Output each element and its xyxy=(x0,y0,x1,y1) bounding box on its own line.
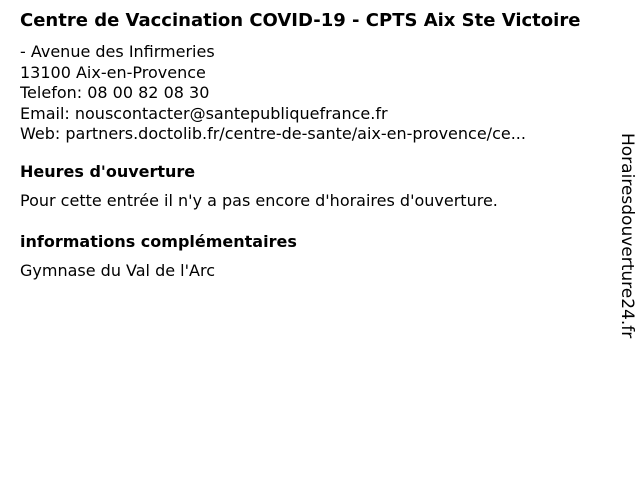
contact-block xyxy=(20,42,610,145)
opening-hours-heading: Heures d'ouverture xyxy=(20,161,196,181)
place-details xyxy=(20,10,610,281)
opening-hours-text: Pour cette entrée il n'y a pas encore d'horaires d'ouverture. xyxy=(20,190,498,210)
additional-info-heading: informations complémentaires xyxy=(20,231,297,251)
phone-line[interactable]: Telefon: 08 00 82 08 30 xyxy=(20,83,210,102)
site-watermark: Horairesdouverture24.fr xyxy=(617,133,637,339)
web-line[interactable]: Web: partners.doctolib.fr/centre-de-sante/aix-en-provence/ce... xyxy=(20,124,526,143)
additional-info-text: Gymnase du Val de l'Arc xyxy=(20,260,215,280)
address-street: - Avenue des Infirmeries xyxy=(20,42,215,61)
place-title: Centre de Vaccination COVID-19 - CPTS Aix Ste Victoire xyxy=(20,10,581,31)
address-city: 13100 Aix-en-Provence xyxy=(20,62,206,82)
email-line[interactable]: Email: nouscontacter@santepubliquefrance.fr xyxy=(20,103,388,123)
